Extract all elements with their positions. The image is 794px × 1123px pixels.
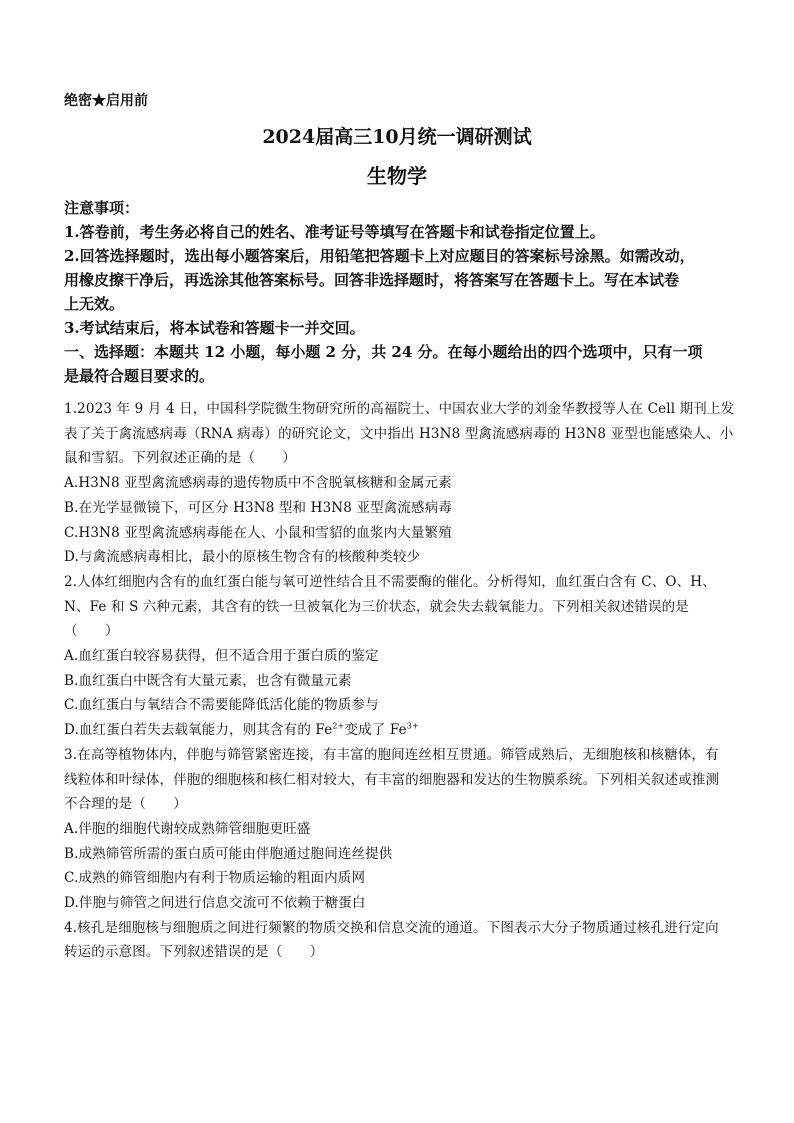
subject-title: 生物学 xyxy=(367,164,427,188)
notes-item: 上无效。 xyxy=(64,295,125,313)
option-b: B.成熟筛管所需的蛋白质可能由伴胞通过胞间连丝提供 xyxy=(64,845,393,862)
question-line: 转运的示意图。下列叙述错误的是（ ） xyxy=(64,944,324,961)
question-line: （ ） xyxy=(64,623,119,640)
question-line: 线粒体和叶绿体，伴胞的细胞核和核仁相对较大，有丰富的细胞器和发达的生物膜系统。下列相关叙述或推测 xyxy=(64,771,720,788)
ion-charge-superscript: 2+ xyxy=(332,721,345,731)
option-d xyxy=(64,718,730,743)
ion-charge-superscript: 3+ xyxy=(406,721,419,731)
question-1 xyxy=(64,397,735,570)
question-line: 不合理的是（ ） xyxy=(64,796,187,813)
confidential-label: 绝密★启用前 xyxy=(64,93,148,109)
notes-item: 用橡皮擦干净后，再选涂其他答案标号。回答非选择题时，将答案写在答题卡上。写在本试卷 xyxy=(64,271,680,289)
option-b: B.血红蛋白中既含有大量元素，也含有微量元素 xyxy=(64,672,352,689)
notes-item: 3.考试结束后，将本试卷和答题卡一并交回。 xyxy=(64,319,365,337)
question-line: 1.2023 年 9 月 4 日，中国科学院微生物研究所的高福院士、中国农业大学的刘金华教授等人在 Cell 期刊上发 xyxy=(64,401,735,417)
exam-title: 2024届高三10月统一调研测试 xyxy=(262,126,532,148)
notes-heading: 注意事项： xyxy=(64,199,140,217)
question-line: N、Fe 和 S 六种元素，其含有的铁一旦被氧化为三价状态，就会失去载氧能力。下列相关叙述错误的是 xyxy=(64,598,689,615)
option-a: A.血红蛋白较容易获得，但不适合用于蛋白质的鉴定 xyxy=(64,648,379,665)
question-2 xyxy=(64,570,730,743)
question-line: 4.核孔是细胞核与细胞质之间进行频繁的物质交换和信息交流的通道。下图表示大分子物质通过核孔进行定向 xyxy=(64,919,719,936)
option-a: A.伴胞的细胞代谢较成熟筛管细胞更旺盛 xyxy=(64,820,311,837)
section-heading-line: 一、选择题：本题共 12 小题，每小题 2 分，共 24 分。在每小题给出的四个选项中，只有一项 xyxy=(64,343,703,361)
option-c: C.成熟的筛管细胞内有利于物质运输的粗面内质网 xyxy=(64,870,366,887)
option-b: B.在光学显微镜下，可区分 H3N8 型和 H3N8 亚型禽流感病毒 xyxy=(64,499,453,516)
question-line: 表了关于禽流感病毒（RNA 病毒）的研究论文，文中指出 H3N8 型禽流感病毒的 H3N8 亚型也能感染人、小 xyxy=(64,425,734,442)
question-3 xyxy=(64,743,730,916)
option-d: D.伴胞与筛管之间进行信息交流可不依赖于糖蛋白 xyxy=(64,895,366,912)
questions-area xyxy=(64,397,735,965)
notes-item: 2.回答选择题时，选出每小题答案后，用铅笔把答题卡上对应题目的答案标号涂黑。如需改动， xyxy=(64,247,695,265)
question-line: 2.人体红细胞内含有的血红蛋白能与氧可逆性结合且不需要酶的催化。分析得知，血红蛋白含有 C、O、H、 xyxy=(64,573,716,590)
section-heading-line: 是最符合题目要求的。 xyxy=(64,367,215,385)
option-d-middle: 变成了 Fe xyxy=(344,722,407,739)
option-c: C.血红蛋白与氧结合不需要能降低活化能的物质参与 xyxy=(64,697,379,714)
notes-item: 1.答卷前，考生务必将自己的姓名、准考证号等填写在答题卡和试卷指定位置上。 xyxy=(64,223,605,241)
question-line: 鼠和雪貂。下列叙述正确的是（ ） xyxy=(64,450,297,467)
question-line: 3.在高等植物体内，伴胞与筛管紧密连接，有丰富的胞间连丝相互贯通。筛管成熟后，无细胞核和核糖体，有 xyxy=(64,746,719,763)
option-d-prefix: D.血红蛋白若失去载氧能力，则其含有的 Fe xyxy=(64,722,333,739)
option-a: A.H3N8 亚型禽流感病毒的遗传物质中不含脱氧核糖和金属元素 xyxy=(64,475,452,492)
option-c: C.H3N8 亚型禽流感病毒能在人、小鼠和雪貂的血浆内大量繁殖 xyxy=(64,524,452,541)
notes-section xyxy=(64,196,730,388)
question-4 xyxy=(64,916,730,965)
option-d: D.与禽流感病毒相比，最小的原核生物含有的核酸种类较少 xyxy=(64,549,421,566)
